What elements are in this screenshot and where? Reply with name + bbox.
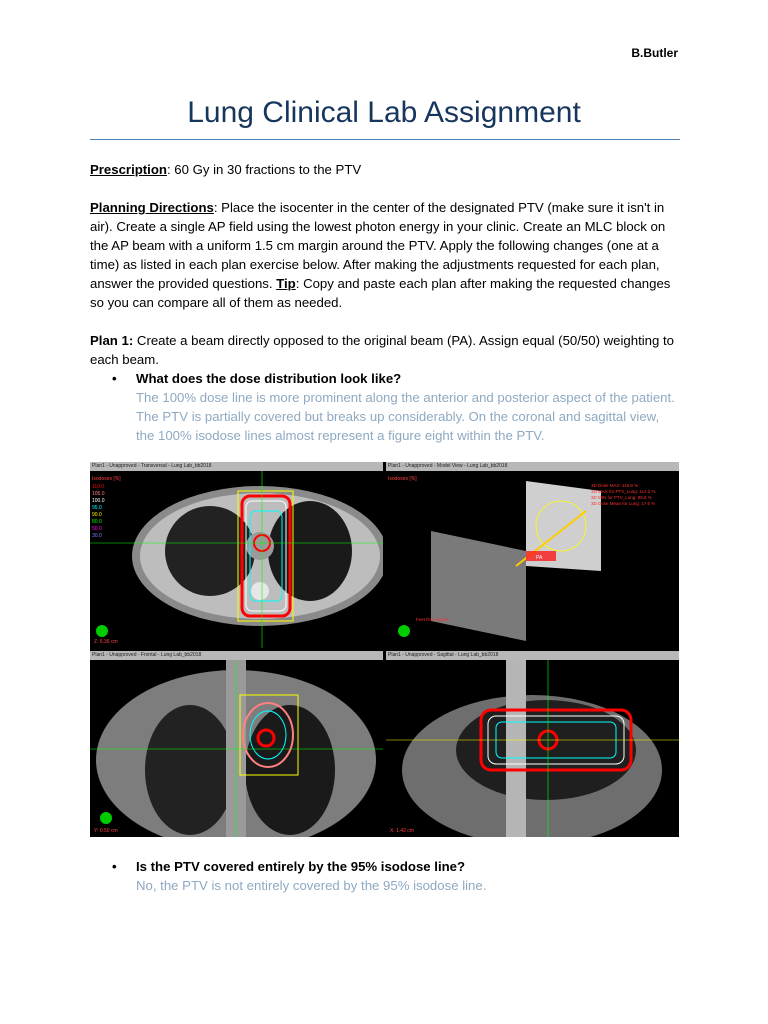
plan1-paragraph	[90, 331, 680, 369]
slice-position: X: 1.42 cm	[390, 828, 414, 834]
patient-orientation: Feet first-Supine	[416, 617, 450, 622]
beam-label: PA	[536, 555, 543, 561]
list-item	[90, 369, 680, 445]
answer-text: The 100% dose line is more prominent along the anterior and posterior aspect of the patient. The PTV is partially covered but breaks up considerably. On the coronal and sagittal view, the 100% isodose lines almost represent a figure eight within the PTV.	[136, 390, 675, 443]
panel-header: Plan1 - Unapproved - Transversal - Lung Lab_bb2018	[90, 462, 383, 471]
legend-95: 95.0	[92, 505, 102, 511]
slice-position: Y: 0.50 cm	[94, 828, 118, 834]
plan1-label: Plan 1:	[90, 333, 134, 348]
legend-80: 80.0	[92, 519, 102, 525]
legend-110: 110.0	[92, 484, 105, 490]
legend-50: 50.0	[92, 526, 102, 532]
planning-directions-paragraph	[90, 198, 680, 312]
transversal-view-image	[90, 471, 383, 648]
sagittal-view-image	[386, 660, 679, 837]
dose-stat: 3D Dose MAX: 115.8 %	[591, 483, 639, 488]
planning-directions-text: : Place the isocenter in the center of the designated PTV (make sure it isn't in air). Create a single AP field using the lowest photon energy in your clinic. Create an MLC block on the AP beam with a uniform 1.5 cm margin around the PTV. Apply the following changes (one at a time) as listed in each plan exercise below. After making the adjustments requested for each plan, answer the provided questions.	[90, 200, 666, 291]
plan1-text: Create a beam directly opposed to the original beam (PA). Assign equal (50/50) weighting to each beam.	[90, 333, 675, 367]
title-divider	[90, 139, 680, 140]
author-name: B.Butler	[631, 46, 678, 60]
treatment-plan-screenshot	[90, 462, 679, 837]
dose-stat: 3D MIN for PTV_Lung: 89.8 %	[591, 495, 652, 500]
transversal-view-panel	[90, 462, 383, 648]
model-view-panel	[386, 462, 679, 648]
sagittal-view-panel	[386, 651, 679, 837]
slice-position: Z: 6.36 cm	[94, 639, 118, 645]
legend-title: Isodoses [%]	[388, 476, 417, 482]
prescription-text: : 60 Gy in 30 fractions to the PTV	[166, 162, 362, 177]
frontal-view-panel	[90, 651, 383, 837]
prescription-label: Prescription	[90, 162, 167, 177]
panel-header: Plan1 - Unapproved - Model View - Lung Lab_bb2018	[386, 462, 679, 471]
dose-stat: 3D Dose Mean for Lung: 17.6 %	[591, 501, 656, 506]
tip-label: Tip	[276, 276, 296, 291]
panel-header: Plan1 - Unapproved - Frontal - Lung Lab_bb2018	[90, 651, 383, 660]
answer-text: No, the PTV is not entirely covered by the 95% isodose line.	[136, 878, 487, 893]
legend-title: Isodoses [%]	[92, 476, 121, 482]
legend-105: 105.0	[92, 491, 105, 497]
dose-stat: 3D MAX for PTV_Lung: 112.2 %	[591, 489, 656, 494]
question-text: • Is the PTV covered entirely by the 95% isodose line?	[136, 859, 466, 874]
question-text: • What does the dose distribution look like?	[136, 371, 402, 386]
planning-directions-label: Planning Directions	[90, 200, 214, 215]
question-list-2	[90, 857, 680, 895]
legend-30: 30.0	[92, 533, 102, 539]
legend-90: 90.0	[92, 512, 102, 518]
frontal-view-image	[90, 660, 383, 837]
tip-text: : Copy and paste each plan after making the requested changes so you can compare all of them as needed.	[90, 276, 671, 310]
legend-100: 100.0	[92, 498, 105, 504]
panel-header: Plan1 - Unapproved - Sagittal - Lung Lab_bb2018	[386, 651, 679, 660]
document-title: Lung Clinical Lab Assignment	[187, 96, 581, 129]
list-item	[90, 857, 680, 895]
question-list-1	[90, 369, 680, 445]
prescription-paragraph	[90, 160, 680, 179]
model-view-image	[386, 471, 679, 648]
